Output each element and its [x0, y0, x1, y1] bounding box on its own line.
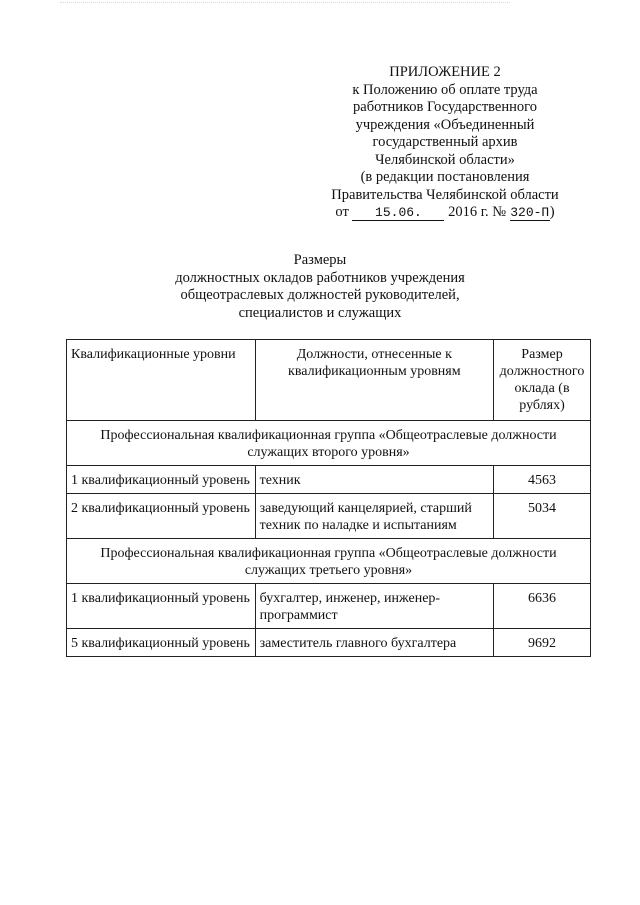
- header-levels: Квалификационные уровни: [67, 340, 256, 421]
- scan-noise-line: [60, 2, 510, 7]
- appendix-line: учреждения «Объединенный: [355, 116, 535, 133]
- appendix-line: Челябинской области»: [375, 151, 515, 168]
- group-title: Профессиональная квалификационная группа «Общеотраслевые должности служащих второго уровня»: [67, 421, 591, 466]
- title-line: должностных окладов работников учреждения: [175, 269, 465, 286]
- resolution-date: 15.06.: [352, 206, 444, 221]
- document-title: [120, 252, 520, 322]
- closing-paren: ): [549, 204, 555, 220]
- header-positions: Должности, отнесенные к квалификационным уровням: [255, 340, 493, 421]
- date-prefix: от: [335, 204, 349, 220]
- position-cell: бухгалтер, инженер, инженер-программист: [255, 584, 493, 629]
- group-row: [67, 539, 591, 584]
- position-cell: заместитель главного бухгалтера: [255, 629, 493, 657]
- salary-table: [66, 339, 591, 657]
- appendix-line: (в редакции постановления: [360, 169, 530, 185]
- position-cell: заведующий канцелярией, старший техник по наладке и испытаниям: [255, 494, 493, 539]
- table-row: [67, 494, 591, 539]
- appendix-line: ПРИЛОЖЕНИЕ 2: [389, 64, 501, 80]
- year-text: 2016 г. №: [448, 204, 507, 220]
- table-row: [67, 629, 591, 657]
- level-cell: 2 квалификационный уровень: [67, 494, 256, 539]
- appendix-line: государственный архив: [372, 134, 518, 150]
- appendix-header: [300, 64, 590, 222]
- title-line: общеотраслевых должностей руководителей,: [180, 287, 460, 303]
- position-cell: техник: [255, 466, 493, 494]
- title-line: Размеры: [293, 252, 347, 268]
- group-title: Профессиональная квалификационная группа «Общеотраслевые должности служащих третьего уровня»: [67, 539, 591, 584]
- resolution-number: 320-П: [510, 205, 550, 220]
- level-cell: 1 квалификационный уровень: [67, 466, 256, 494]
- appendix-line: Правительства Челябинской области: [331, 186, 559, 203]
- salary-cell: 6636: [494, 584, 591, 629]
- appendix-line: работников Государственного: [353, 99, 537, 115]
- title-line: специалистов и служащих: [238, 304, 402, 321]
- level-cell: 1 квалификационный уровень: [67, 584, 256, 629]
- table-row: [67, 584, 591, 629]
- salary-cell: 5034: [494, 494, 591, 539]
- level-cell: 5 квалификационный уровень: [67, 629, 256, 657]
- salary-cell: 9692: [494, 629, 591, 657]
- table-header-row: [67, 340, 591, 421]
- table-row: [67, 466, 591, 494]
- header-salary: Размер должностного оклада (в рублях): [494, 340, 591, 421]
- appendix-line: к Положению об оплате труда: [352, 81, 538, 98]
- group-row: [67, 421, 591, 466]
- salary-cell: 4563: [494, 466, 591, 494]
- resolution-date-line: [300, 204, 590, 222]
